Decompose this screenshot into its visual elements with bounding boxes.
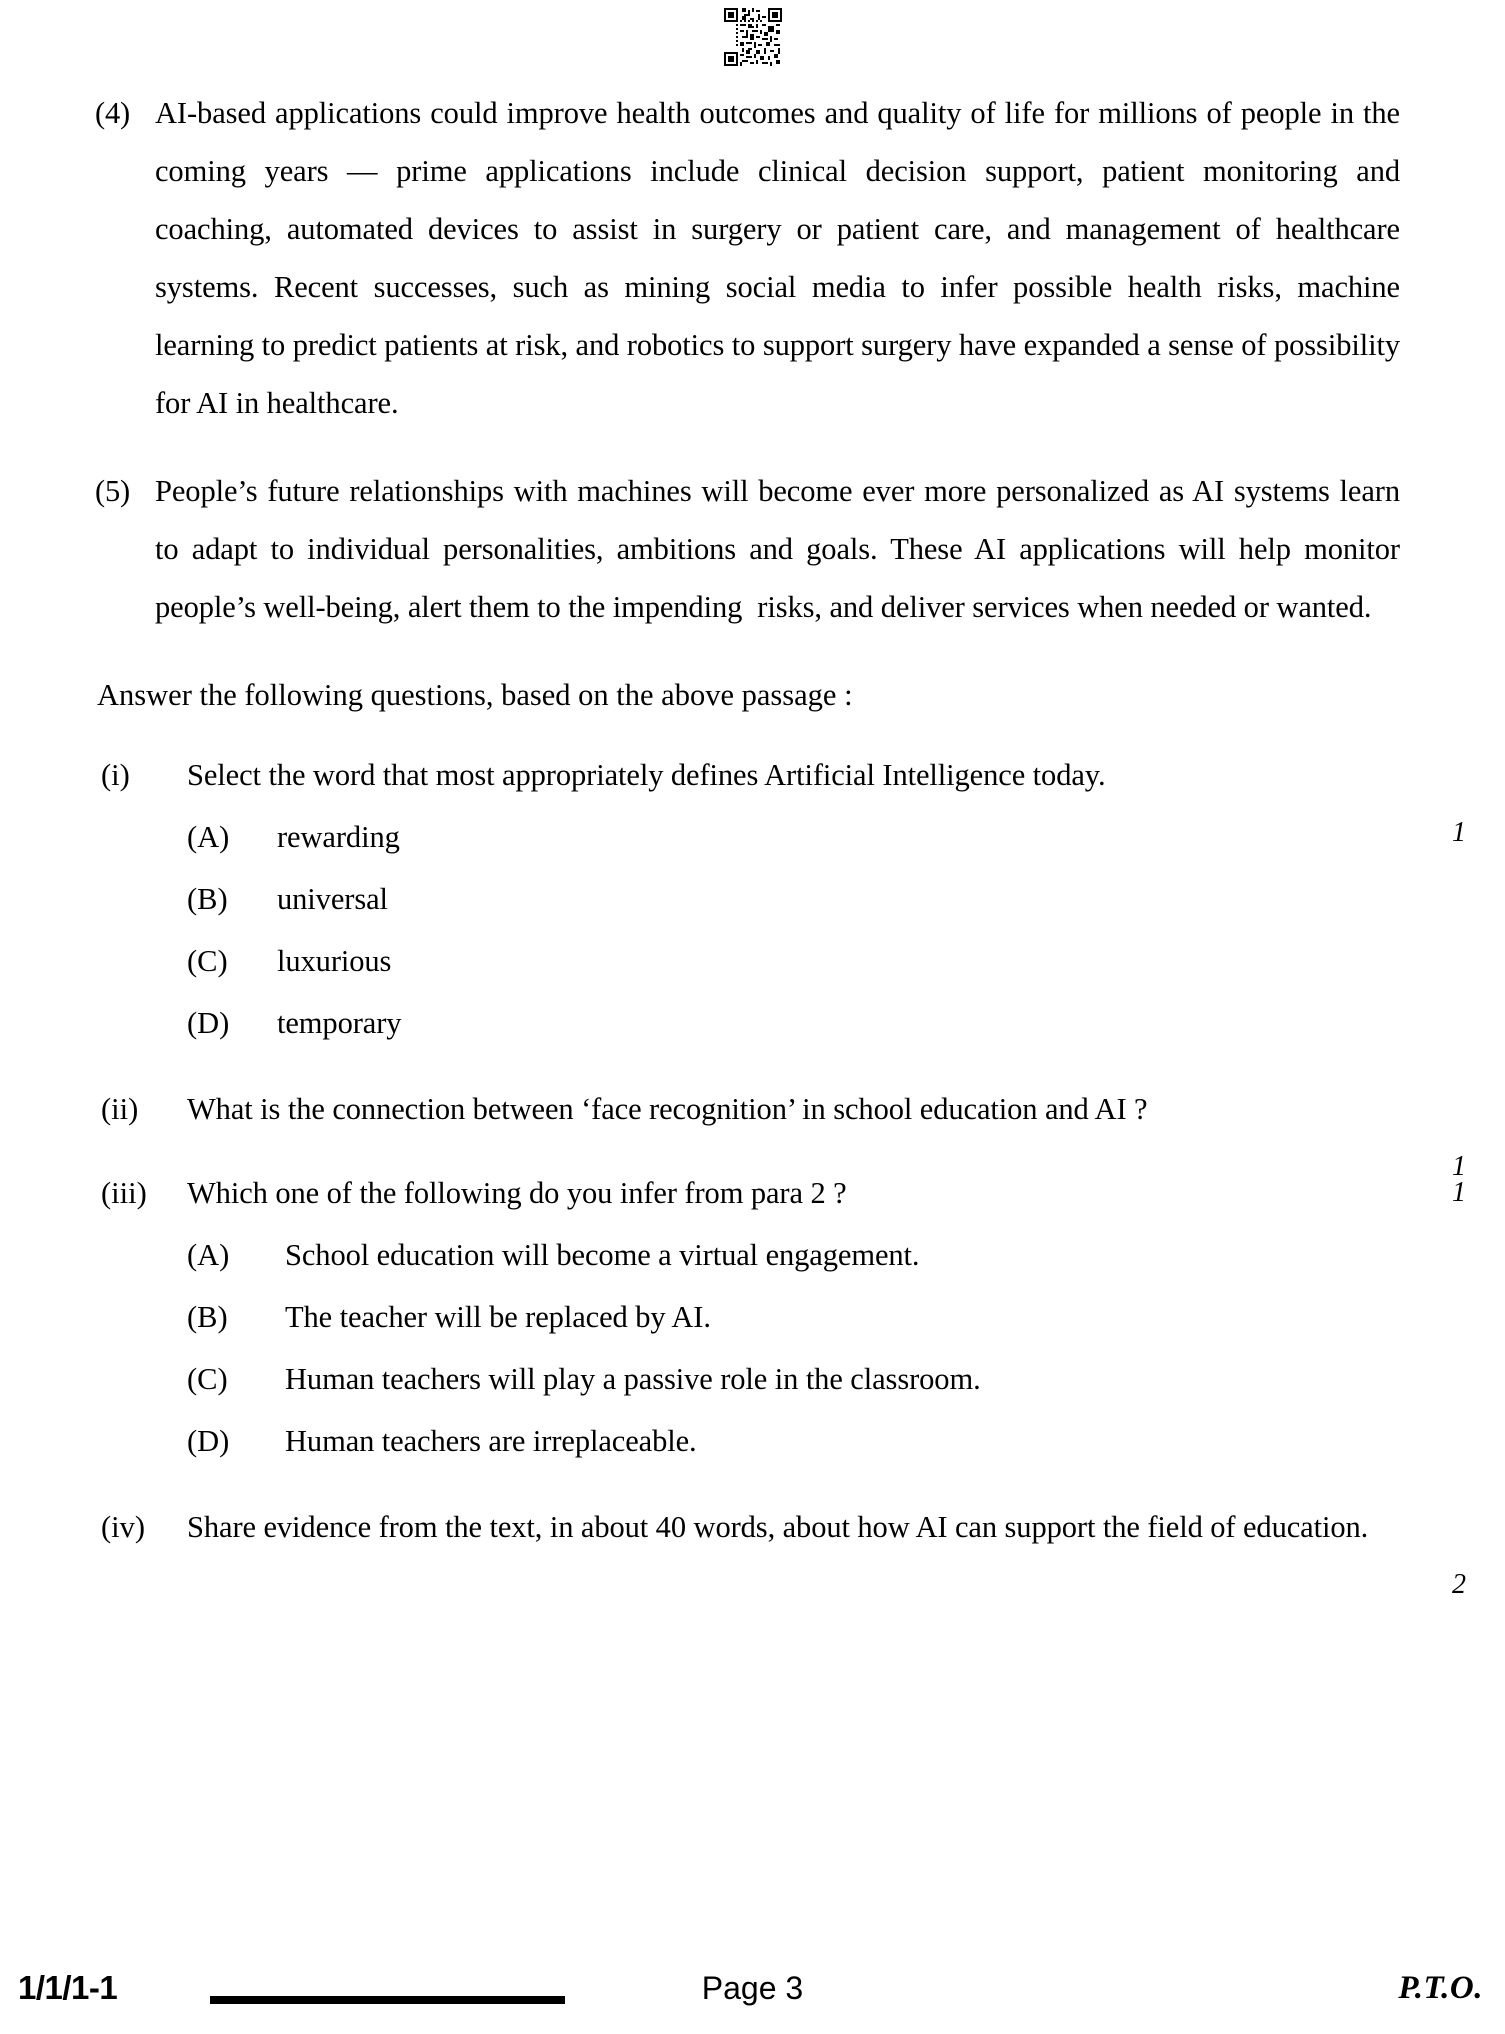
question-label: (iii) bbox=[101, 1176, 147, 1210]
exam-page-body bbox=[0, 84, 1505, 1600]
question-marks: 1 bbox=[1452, 817, 1466, 848]
option-text: Human teachers are irreplaceable. bbox=[285, 1424, 697, 1458]
option-item[interactable] bbox=[95, 1286, 1400, 1348]
option-key: (C) bbox=[187, 1362, 228, 1396]
question-text: Select the word that most appropriately defines Artificial Intelligence today. bbox=[187, 758, 1106, 792]
option-text: School education will become a virtual engagement. bbox=[285, 1238, 920, 1272]
option-item[interactable] bbox=[95, 930, 1400, 992]
option-item[interactable] bbox=[95, 1224, 1400, 1286]
question-marks: 2 bbox=[1452, 1569, 1466, 1600]
option-key: (B) bbox=[187, 1300, 228, 1334]
question-text: Share evidence from the text, in about 40 words, about how AI can support the field of education. bbox=[187, 1510, 1369, 1544]
question-i bbox=[95, 746, 1466, 1054]
option-key: (B) bbox=[187, 882, 228, 916]
option-text: temporary bbox=[277, 1006, 402, 1040]
question-ii bbox=[95, 1080, 1466, 1182]
option-item[interactable] bbox=[95, 1348, 1400, 1410]
content-column bbox=[95, 84, 1466, 1600]
passage-paragraph bbox=[95, 84, 1408, 432]
question-marks: 1 bbox=[1452, 1177, 1466, 1208]
option-key: (D) bbox=[187, 1006, 230, 1040]
option-item[interactable] bbox=[95, 868, 1400, 930]
option-item[interactable] bbox=[95, 992, 1400, 1054]
option-text: rewarding bbox=[277, 820, 400, 854]
option-list bbox=[95, 806, 1400, 1054]
option-key: (D) bbox=[187, 1424, 230, 1458]
paragraph-number: (5) bbox=[95, 474, 130, 508]
page-number: Page 3 bbox=[701, 1970, 804, 2006]
answer-instruction: Answer the following questions, based on the above passage : bbox=[97, 678, 853, 712]
paragraph-number: (4) bbox=[95, 96, 130, 130]
option-list bbox=[95, 1224, 1400, 1472]
option-item[interactable] bbox=[95, 806, 1400, 868]
question-label: (ii) bbox=[101, 1092, 139, 1126]
question-label: (iv) bbox=[101, 1510, 146, 1544]
option-text: The teacher will be replaced by AI. bbox=[285, 1300, 711, 1334]
paper-code: 1/1/1-1 bbox=[18, 1969, 118, 2006]
paragraph-text: People’s future relationships with machines will become ever more personalized as AI systems learn to adapt to individual personalities, ambitions and goals. These AI applications will help monitor people’s well-being, alert them to the impending risks, and deliver services when needed or wanted. bbox=[155, 474, 1408, 624]
qr-code-icon bbox=[722, 8, 784, 66]
paragraph-text: AI-based applications could improve health outcomes and quality of life for millions of people in the coming years — prime applications include clinical decision support, patient monitoring and coaching, automated devices to assist in surgery or patient care, and management of healthcare systems. Recent successes, such as mining social media to infer possible health risks, machine learning to predict patients at risk, and robotics to support surgery have expanded a sense of possibility for AI in healthcare. bbox=[155, 96, 1408, 420]
option-text: universal bbox=[277, 882, 388, 916]
qr-code-container bbox=[0, 8, 1505, 66]
question-text: What is the connection between ‘face recognition’ in school education and AI ? bbox=[187, 1092, 1148, 1126]
option-item[interactable] bbox=[95, 1410, 1400, 1472]
passage-paragraph bbox=[95, 462, 1408, 636]
question-iii bbox=[95, 1164, 1466, 1472]
option-key: (C) bbox=[187, 944, 228, 978]
question-label: (i) bbox=[101, 758, 130, 792]
question-marks: 1 bbox=[1452, 1151, 1466, 1182]
question-iv bbox=[95, 1498, 1466, 1600]
option-text: luxurious bbox=[277, 944, 392, 978]
option-key: (A) bbox=[187, 820, 230, 854]
pto-label: P.T.O. bbox=[1398, 1970, 1483, 2006]
option-key: (A) bbox=[187, 1238, 230, 1272]
page-footer bbox=[0, 1966, 1505, 2020]
question-text: Which one of the following do you infer from para 2 ? bbox=[187, 1176, 847, 1210]
option-text: Human teachers will play a passive role in the classroom. bbox=[285, 1362, 981, 1396]
